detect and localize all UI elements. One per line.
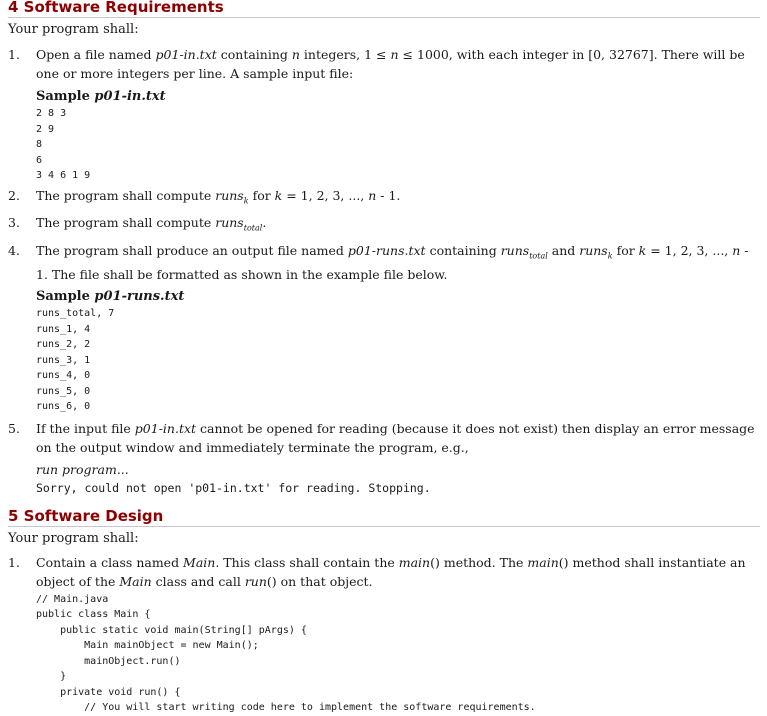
- text: containing: [216, 47, 292, 62]
- code-line: private void run() {: [36, 686, 181, 698]
- text: () method. The: [430, 554, 528, 570]
- code-listing: [36, 592, 760, 716]
- sample-in-line: 2 8 3: [36, 108, 67, 119]
- filename: p01-runs.txt: [347, 242, 426, 258]
- text: - 1. The file shall be formatted as shown in the example file below.: [36, 242, 749, 282]
- item-number: 4.: [8, 242, 20, 258]
- text: .: [262, 215, 267, 230]
- text: . This class shall contain the: [215, 554, 399, 570]
- sample-in-line: 8: [36, 139, 43, 150]
- code-line: public static void main(String[] pArgs) {: [36, 624, 307, 636]
- sample-out-lines: [36, 306, 760, 415]
- filename: p01-in.txt: [134, 420, 197, 436]
- item-number: 1.: [8, 47, 20, 62]
- math-var: runs: [215, 187, 244, 203]
- text: class and call: [151, 573, 245, 589]
- sample-in-line: 3 4 6 1 9: [36, 170, 91, 181]
- text: The program shall produce an output file named: [36, 242, 348, 258]
- sample-out-line: runs_6, 0: [36, 401, 91, 412]
- text: for: [248, 187, 275, 203]
- sample-out-line: runs_total, 7: [36, 308, 115, 319]
- math-sub: total: [529, 251, 548, 260]
- item-number: 1.: [8, 554, 20, 570]
- text: ≤ 1000, with each integer in [0, 32767]. There will be one or more integers per line. A sample input file:: [36, 47, 745, 81]
- filename: p01-in.txt: [155, 47, 217, 62]
- code-line: // Main.java: [36, 593, 109, 605]
- section-4-title: 4 Software Requirements: [8, 0, 224, 16]
- text: cannot be opened for reading (because it does not exist) then display an error message on the output window and immediately terminate the program, e.g.,: [36, 420, 755, 455]
- code-line: mainObject.run(): [36, 655, 181, 667]
- math-var: n: [390, 47, 399, 62]
- math-var: runs: [500, 242, 530, 258]
- requirement-3: [8, 213, 760, 238]
- requirement-4: [8, 241, 760, 415]
- text: The program shall compute: [36, 187, 216, 203]
- run-program-label: run program...: [36, 461, 129, 477]
- math-sub: total: [243, 223, 263, 233]
- sample-out-line: runs_1, 4: [36, 323, 91, 335]
- math-sub: k: [607, 251, 613, 260]
- requirement-1: [8, 45, 760, 184]
- code-line: // You will start writing code here to implement the software requirements.: [36, 702, 536, 713]
- math-var: k: [274, 187, 283, 203]
- sample-in-line: 6: [36, 154, 43, 166]
- text: and: [547, 242, 580, 258]
- requirement-2: [8, 186, 760, 211]
- class-name: Main: [119, 573, 152, 589]
- sample-out-line: runs_2, 2: [36, 339, 91, 350]
- text: () method shall instantiate an object of the: [36, 554, 746, 589]
- code-line: }: [36, 671, 67, 682]
- math-sub: k: [243, 196, 249, 205]
- sample-in-title: Sample p01-in.txt: [36, 89, 166, 104]
- text: Contain a class named: [36, 554, 184, 570]
- section-rule: [8, 526, 760, 527]
- text: = 1, 2, 3, ...,: [282, 187, 369, 203]
- item-number: 2.: [8, 187, 20, 203]
- method-name: main: [398, 554, 431, 570]
- requirement-5: [8, 419, 760, 498]
- sample-out-line: runs_5, 0: [36, 385, 91, 397]
- method-name: run: [244, 573, 267, 589]
- method-name: main: [527, 554, 559, 570]
- section-4-intro: Your program shall:: [8, 22, 139, 37]
- item-number: 3.: [8, 215, 20, 230]
- design-1: [8, 553, 760, 716]
- sample-out-title: Sample p01-runs.txt: [36, 289, 185, 304]
- math-var: n: [732, 242, 741, 258]
- text: The program shall compute: [36, 215, 216, 230]
- text: Open a file named: [36, 47, 156, 62]
- text: = 1, 2, 3, ...,: [646, 242, 733, 258]
- math-var: runs: [215, 215, 244, 230]
- class-name: Main: [183, 554, 216, 570]
- section-5-intro: Your program shall:: [8, 530, 139, 546]
- sample-in-line: 2 9: [36, 123, 55, 135]
- text: integers, 1 ≤: [299, 47, 391, 62]
- math-var: k: [638, 242, 647, 258]
- text: for: [612, 242, 639, 258]
- sample-out-line: runs_4, 0: [36, 370, 91, 381]
- text: containing: [425, 242, 501, 258]
- math-var: n: [291, 47, 300, 62]
- item-number: 5.: [8, 420, 20, 436]
- section-5-title: 5 Software Design: [8, 506, 164, 525]
- math-var: n: [368, 187, 377, 203]
- document-page: [8, 0, 760, 716]
- code-line: public class Main {: [36, 609, 151, 620]
- math-var: runs: [579, 242, 608, 258]
- code-line: Main mainObject = new Main();: [36, 640, 259, 651]
- sample-in-lines: [36, 106, 760, 184]
- error-message: Sorry, could not open 'p01-in.txt' for reading. Stopping.: [36, 480, 431, 495]
- text: - 1.: [376, 187, 401, 203]
- text: () on that object.: [266, 573, 373, 589]
- sample-out-line: runs_3, 1: [36, 354, 91, 366]
- text: If the input file: [36, 420, 135, 436]
- section-rule: [8, 17, 760, 18]
